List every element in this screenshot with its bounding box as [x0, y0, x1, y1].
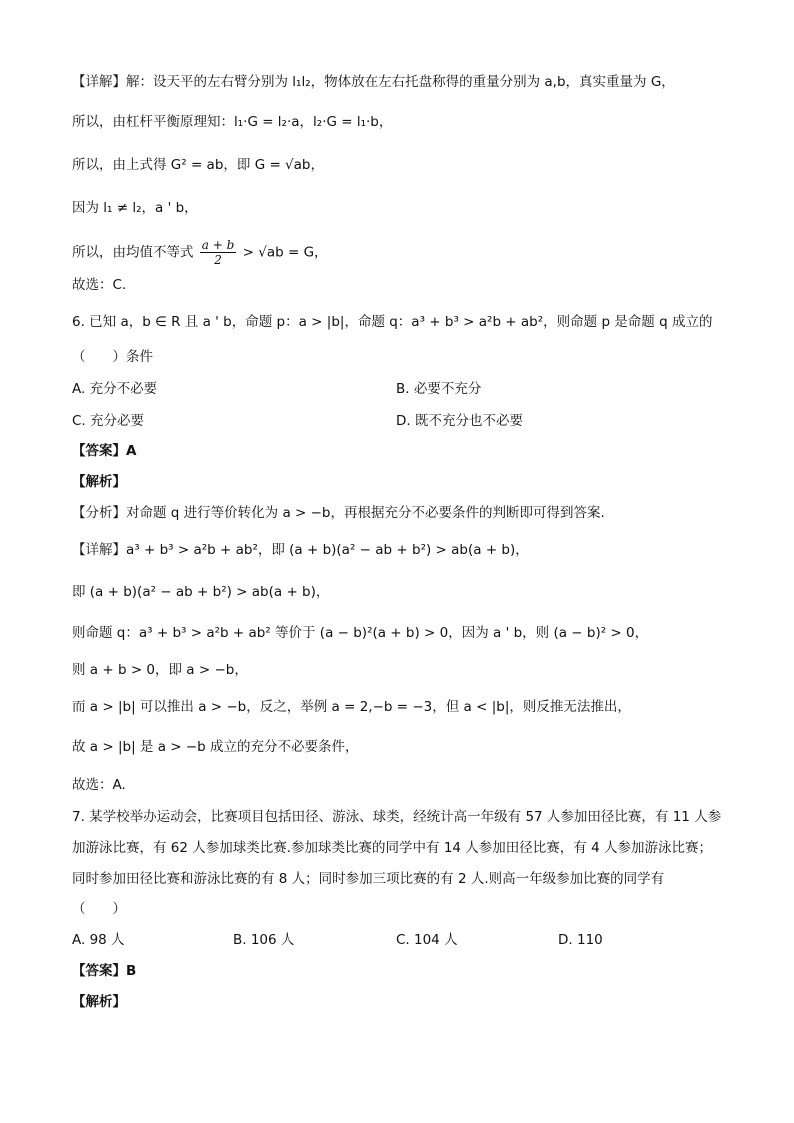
solution-line-1: 【详解】解：设天平的左右臂分别为 l₁l₂，物体放在左右托盘称得的重量分别为 a,b，真实重量为 G，: [72, 74, 675, 90]
fraction: [200, 238, 237, 267]
q7-answer: 【答案】B: [72, 963, 137, 979]
solution-line-2: 所以，由杠杆平衡原理知：l₁·G = l₂·a，l₂·G = l₁·b，: [72, 114, 393, 130]
q6-option-a: A. 充分不必要: [72, 381, 158, 397]
q7-analysis-header: 【解析】: [72, 994, 126, 1010]
q6-option-c: C. 充分必要: [72, 413, 145, 429]
q6-answer: 【答案】A: [72, 443, 137, 459]
answer-choice-line: 故选：C.: [72, 277, 127, 293]
inequality-prefix: 所以，由均值不等式: [72, 244, 194, 261]
solution-line-4: 因为 l₁ ≠ l₂，a ' b，: [72, 200, 198, 216]
q6-detail-4: 则 a + b > 0，即 a > −b，: [72, 662, 248, 678]
question-6-blank: （ ）条件: [72, 349, 153, 365]
q6-detail-3: 则命题 q：a³ + b³ > a²b + ab² 等价于 (a − b)²(a + b) > 0，因为 a ' b，则 (a − b)² > 0，: [72, 625, 649, 641]
q6-analysis-header: 【解析】: [72, 474, 126, 490]
question-7-line-2: 加游泳比赛，有 62 人参加球类比赛.参加球类比赛的同学中有 14 人参加田径比赛，有 4 人参加游泳比赛；: [72, 840, 712, 856]
question-6-stem: 6. 已知 a，b ∈ R 且 a ' b，命题 p：a > |b|，命题 q：a³ + b³ > a²b + ab²，则命题 p 是命题 q 成立的: [72, 314, 713, 330]
question-7-line-3: 同时参加田径比赛和游泳比赛的有 8 人；同时参加三项比赛的有 2 人.则高一年级参加比赛的同学有: [72, 871, 665, 887]
q6-option-b: B. 必要不充分: [396, 381, 482, 397]
fraction-numerator: a + b: [201, 238, 235, 252]
q6-option-d: D. 既不充分也不必要: [396, 413, 523, 429]
q6-final-choice: 故选：A.: [72, 777, 126, 793]
question-7-blank: （ ）: [72, 901, 126, 917]
fraction-denominator: 2: [214, 253, 222, 267]
q6-detail-5: 而 a > |b| 可以推出 a > −b，反之，举例 a = 2,−b = −3，但 a < |b|，则反推无法推出，: [72, 699, 631, 715]
q6-detail-1: 【详解】a³ + b³ > a²b + ab²，即 (a + b)(a² − ab + b²) > ab(a + b)，: [72, 542, 529, 558]
question-7-line-1: 7. 某学校举办运动会，比赛项目包括田径、游泳、球类，经统计高一年级有 57 人参加田径比赛，有 11 人参: [72, 809, 722, 825]
q7-option-a: A. 98 人: [72, 932, 125, 948]
q6-analysis: 【分析】对命题 q 进行等价转化为 a > −b，再根据充分不必要条件的判断即可得到答案.: [72, 505, 605, 521]
inequality-suffix: > √ab = G，: [242, 244, 328, 261]
q7-option-c: C. 104 人: [396, 932, 458, 948]
q6-detail-2: 即 (a + b)(a² − ab + b²) > ab(a + b)，: [72, 584, 330, 600]
q7-option-d: D. 110: [558, 932, 603, 948]
solution-line-5: [72, 238, 754, 267]
solution-line-3: 所以，由上式得 G² = ab，即 G = √ab，: [72, 157, 324, 173]
q6-detail-6: 故 a > |b| 是 a > −b 成立的充分不必要条件，: [72, 739, 359, 755]
q7-option-b: B. 106 人: [233, 932, 295, 948]
